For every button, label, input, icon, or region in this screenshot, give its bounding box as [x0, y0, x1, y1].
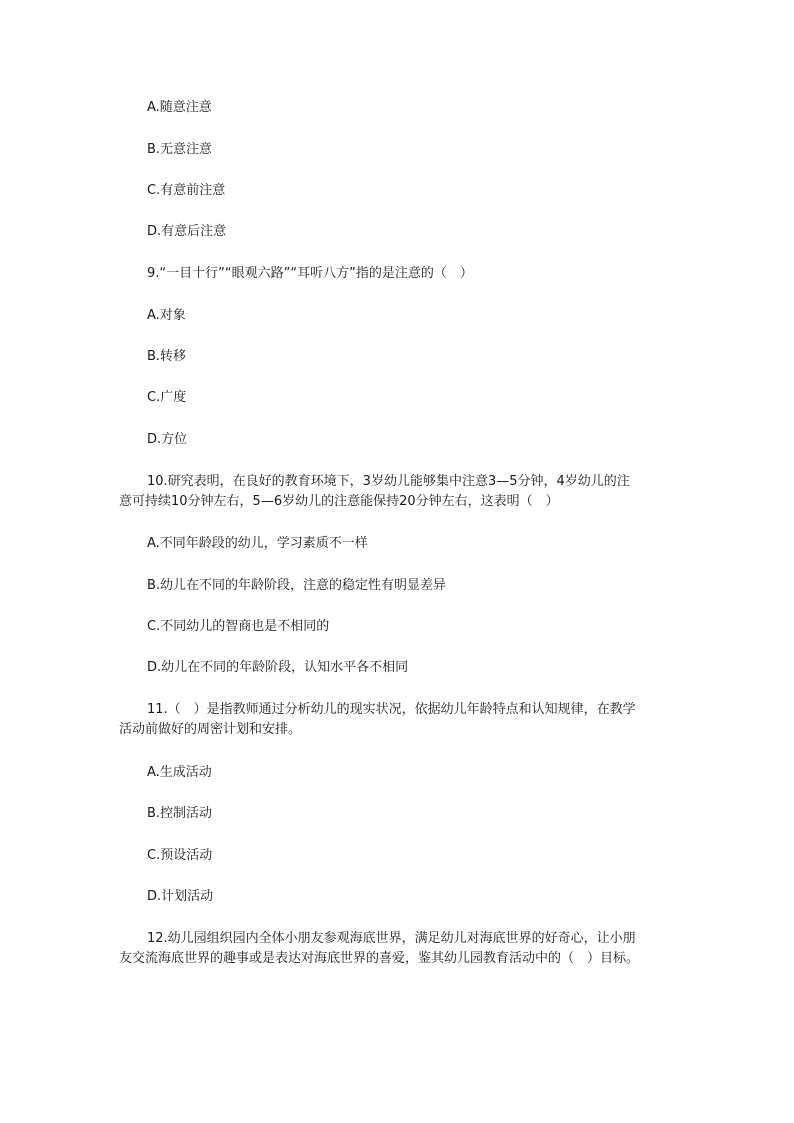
- q8-option-c: C.有意前注意: [147, 183, 226, 198]
- q10-option-c: C.不同幼儿的智商也是不相同的: [147, 619, 330, 634]
- q11-option-d: D.计划活动: [147, 889, 214, 904]
- q9-option-c: C.广度: [147, 390, 187, 405]
- q9-option-d: D.方位: [147, 432, 188, 447]
- q11-stem-line1: 11.（ ）是指教师通过分析幼儿的现实状况，依据幼儿年龄特点和认知规律，在教学: [147, 702, 636, 717]
- q9-option-a: A.对象: [147, 308, 186, 323]
- q10-stem-line1: 10.研究表明，在良好的教育环境下，3岁幼儿能够集中注意3—5分钟，4岁幼儿的注: [147, 474, 630, 489]
- q11-option-c: C.预设活动: [147, 848, 213, 863]
- q11-option-b: B.控制活动: [147, 806, 213, 821]
- q11-option-a: A.生成活动: [147, 765, 212, 780]
- q12-stem-line1: 12.幼儿园组织园内全体小朋友参观海底世界，满足幼儿对海底世界的好奇心，让小朋: [147, 931, 636, 946]
- q8-option-a: A.随意注意: [147, 100, 212, 115]
- q9-option-b: B.转移: [147, 349, 187, 364]
- q12-stem-line2: 友交流海底世界的趣事或是表达对海底世界的喜爱，鉴其幼儿园教育活动中的（ ）目标。: [119, 951, 640, 966]
- q9-stem: 9.“一目十行”“眼观六路”“耳听八方”指的是注意的（ ）: [147, 266, 473, 281]
- q8-option-b: B.无意注意: [147, 142, 213, 157]
- q10-stem-line2: 意可持续10分钟左右，5—6岁幼儿的注意能保持20分钟左右，这表明（ ）: [119, 494, 559, 509]
- q11-stem-line2: 活动前做好的周密计划和安排。: [119, 722, 302, 737]
- q10-option-d: D.幼儿在不同的年龄阶段，认知水平各不相同: [147, 660, 409, 675]
- q8-option-d: D.有意后注意: [147, 224, 227, 239]
- q10-option-a: A.不同年龄段的幼儿，学习素质不一样: [147, 536, 368, 551]
- q10-option-b: B.幼儿在不同的年龄阶段，注意的稳定性有明显差异: [147, 578, 447, 593]
